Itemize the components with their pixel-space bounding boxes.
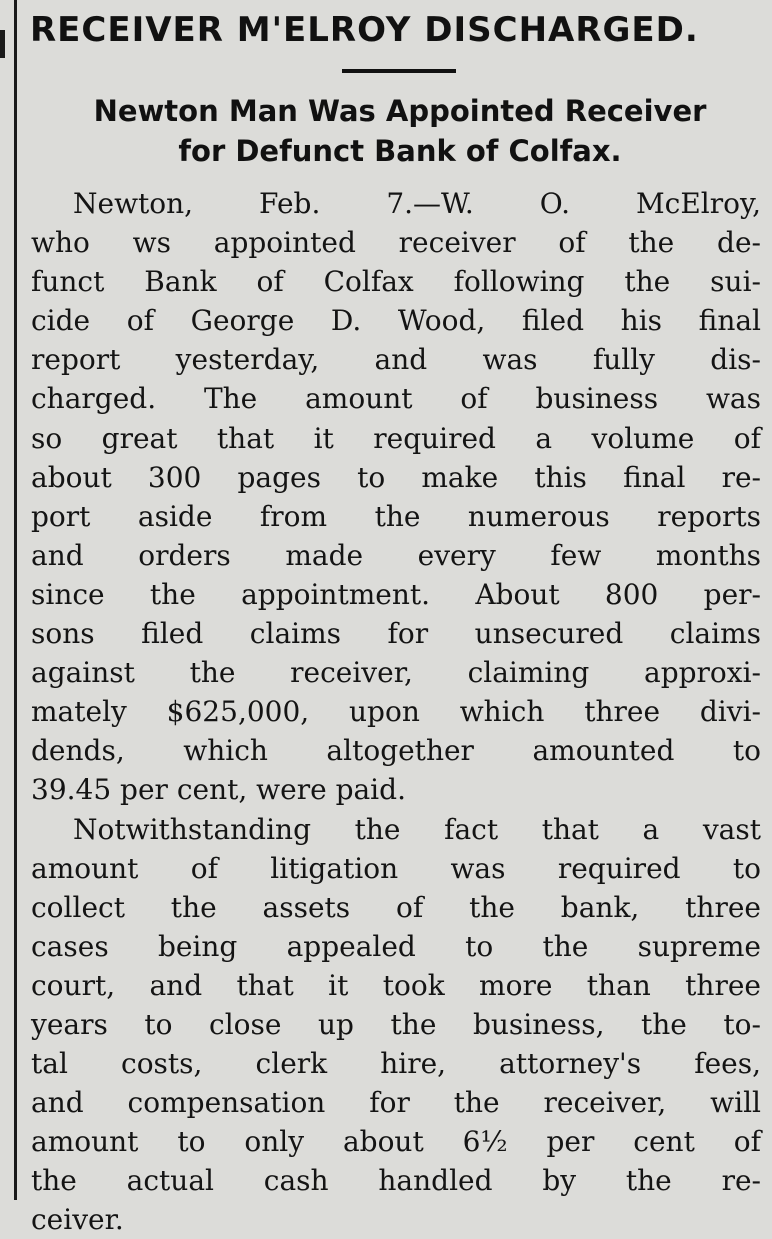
- article-line: cide of George D. Wood, filed his final: [31, 304, 761, 338]
- article-line: amount of litigation was required to: [31, 851, 761, 885]
- article-line: cases being appealed to the supreme: [31, 929, 761, 963]
- article-line: tal costs, clerk hire, attorney's fees,: [31, 1047, 761, 1081]
- article-line: since the appointment. About 800 per-: [31, 577, 761, 611]
- article-line: so great that it required a volume of: [31, 421, 761, 455]
- article-line: charged. The amount of business was: [31, 382, 761, 416]
- article-line: port aside from the numerous reports: [31, 499, 761, 533]
- article-line: ceiver.: [31, 1203, 124, 1237]
- article-line: and compensation for the receiver, will: [31, 1086, 761, 1120]
- article-line: report yesterday, and was fully dis-: [31, 343, 761, 377]
- article-line: collect the assets of the bank, three: [31, 890, 761, 924]
- article-line: and orders made every few months: [31, 538, 761, 572]
- article-line: who ws appointed receiver of the de-: [31, 226, 761, 260]
- column-rule: [14, 0, 17, 1200]
- article-line: about 300 pages to make this final re-: [31, 460, 761, 494]
- article-line: dends, which altogether amounted to: [31, 734, 761, 768]
- article-line: 39.45 per cent, were paid.: [31, 773, 406, 807]
- article-line: court, and that it took more than three: [31, 968, 761, 1002]
- article-line: mately $625,000, upon which three divi-: [31, 695, 761, 729]
- column-rule-mark: [0, 30, 5, 58]
- article-line: Newton, Feb. 7.—W. O. McElroy,: [73, 187, 761, 220]
- subheadline-line: Newton Man Was Appointed Receiver: [93, 94, 707, 128]
- article-line: the actual cash handled by the re-: [31, 1164, 761, 1198]
- subheadline: [30, 91, 770, 171]
- article-line: sons filed claims for unsecured claims: [31, 617, 761, 651]
- article-line: years to close up the business, the to-: [31, 1007, 761, 1041]
- article-line: Notwithstanding the fact that a vast: [73, 812, 761, 846]
- article-line: funct Bank of Colfax following the sui-: [31, 265, 761, 299]
- article-line: against the receiver, claiming approxi-: [31, 656, 761, 690]
- subheadline-line: for Defunct Bank of Colfax.: [178, 134, 622, 168]
- article-body: [31, 184, 761, 1239]
- headline-divider: [342, 69, 456, 73]
- headline: RECEIVER M'ELROY DISCHARGED.: [30, 10, 699, 50]
- article-line: amount to only about 6½ per cent of: [31, 1125, 761, 1159]
